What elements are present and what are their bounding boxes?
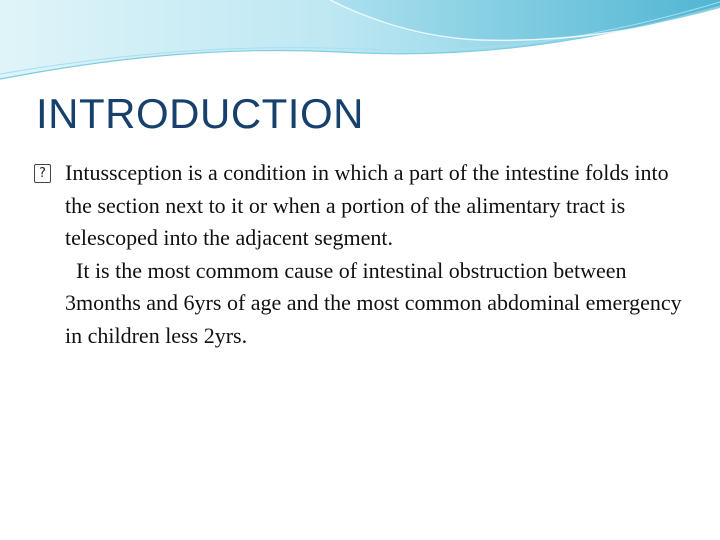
paragraph-text-2: It is the most commom cause of intestinal obstruction between 3months and 6yrs of age and the most common abdominal emergency in children less 2yrs. [65, 257, 682, 348]
header-wave-decoration [0, 0, 720, 90]
paragraph-text-1: Intussception is a condition in which a part of the intestine folds into the section next to it or when a portion of the alimentary tract is telescoped into the adjacent segment. [65, 160, 669, 250]
slide-title: INTRODUCTION [36, 90, 364, 137]
slide-body [34, 157, 694, 352]
unknown-glyph-icon: ? [34, 164, 51, 183]
bullet-paragraph [34, 157, 694, 255]
